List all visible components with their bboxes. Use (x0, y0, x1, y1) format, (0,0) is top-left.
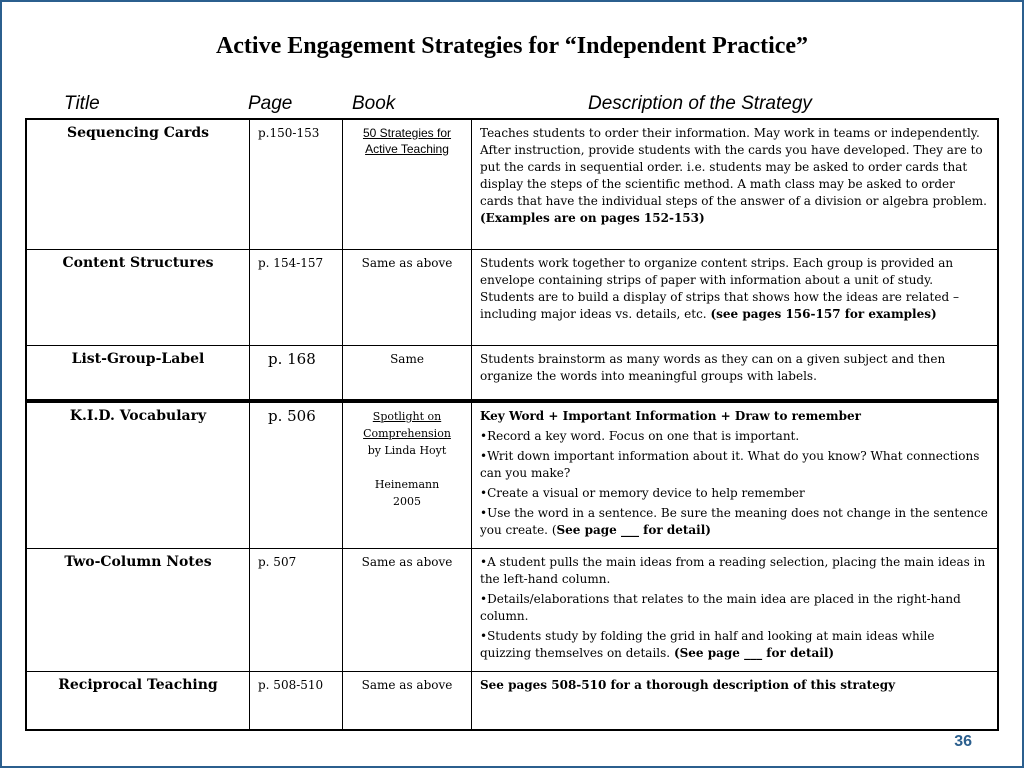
column-header-book: Book (352, 93, 396, 114)
book-title-line: Comprehension (363, 427, 451, 440)
table-row (26, 119, 998, 249)
list-item: •Record a key word. Focus on one that is important. (480, 429, 800, 443)
book-author: by Linda Hoyt (367, 444, 447, 457)
column-header-description: Description of the Strategy (588, 93, 812, 114)
strategy-book: Same (343, 345, 472, 401)
list-item: •Create a visual or memory device to help remember (480, 486, 805, 500)
description-note: (see pages 156-157 for examples) (710, 306, 937, 321)
strategy-title: K.I.D. Vocabulary (26, 401, 250, 549)
table-row (26, 345, 998, 401)
table-row (26, 401, 998, 549)
strategies-table (25, 118, 999, 731)
strategy-description: Teaches students to order their information. May work in teams or independently. After instruction, provide students with the cards you have developed. They are to put the cards in sequential order. i.e. students may be asked to order cards that display the steps of the scientific method. A math class may be asked to order cards that have the individual steps of the answer of a division or algebra problem. (Examples are on pages 152-153) (472, 119, 999, 249)
book-title-line: 50 Strategies for (362, 126, 452, 140)
strategy-page: p. 507 (250, 549, 343, 672)
strategy-title: Two-Column Notes (26, 549, 250, 672)
strategy-book: Same as above (343, 249, 472, 345)
list-item: •A student pulls the main ideas from a reading selection, placing the main ideas in the left-hand column. (480, 555, 986, 586)
book-title-line: Spotlight on (372, 410, 442, 423)
strategy-title: List-Group-Label (26, 345, 250, 401)
strategy-title: Content Structures (26, 249, 250, 345)
strategy-book (343, 401, 472, 549)
strategy-description (472, 672, 999, 730)
description-note: See page ___ for detail) (556, 523, 711, 537)
strategy-page: p. 508-510 (250, 672, 343, 730)
list-item: •Students study by folding the grid in half and looking at main ideas while quizzing themselves on details. (See page ___ for detail) (480, 629, 935, 660)
strategy-description (472, 549, 999, 672)
book-year: 2005 (393, 495, 421, 508)
strategy-page: p. 506 (250, 401, 343, 549)
list-item: •Use the word in a sentence. Be sure the meaning does not change in the sentence you create. (See page ___ for detail) (480, 506, 988, 537)
strategy-book: Same as above (343, 549, 472, 672)
strategy-page: p.150-153 (250, 119, 343, 249)
column-header-title: Title (64, 93, 100, 114)
strategy-book: Same as above (343, 672, 472, 730)
strategy-page: p. 154-157 (250, 249, 343, 345)
book-publisher: Heinemann (374, 478, 440, 491)
strategy-description (472, 401, 999, 549)
description-note: See pages 508-510 for a thorough description of this strategy (480, 678, 896, 692)
page-number: 36 (954, 733, 972, 750)
list-item: •Details/elaborations that relates to the main idea are placed in the right-hand column. (480, 592, 961, 623)
table-row (26, 249, 998, 345)
description-heading: Key Word + Important Information + Draw to remember (480, 409, 861, 423)
column-header-page: Page (248, 93, 293, 114)
table-row (26, 549, 998, 672)
strategy-page: p. 168 (250, 345, 343, 401)
page-title: Active Engagement Strategies for “Independent Practice” (215, 33, 809, 59)
description-note: (See page ___ for detail) (673, 646, 835, 660)
strategy-book (343, 119, 472, 249)
description-note: (Examples are on pages 152-153) (480, 211, 705, 225)
strategy-title: Reciprocal Teaching (26, 672, 250, 730)
table-row (26, 672, 998, 730)
strategy-title: Sequencing Cards (26, 119, 250, 249)
book-title-line: Active Teaching (365, 142, 449, 156)
strategy-description: Students work together to organize content strips. Each group is provided an envelope containing strips of paper with information about a unit of study. Students are to build a display of strips that shows how the ideas are related – including major ideas vs. details, etc. (see pages 156-157 for examples) (472, 249, 999, 345)
strategy-description: Students brainstorm as many words as they can on a given subject and then organize the words into meaningful groups with labels. (472, 345, 999, 401)
list-item: •Writ down important information about it. What do you know? What connections can you make? (480, 449, 980, 480)
